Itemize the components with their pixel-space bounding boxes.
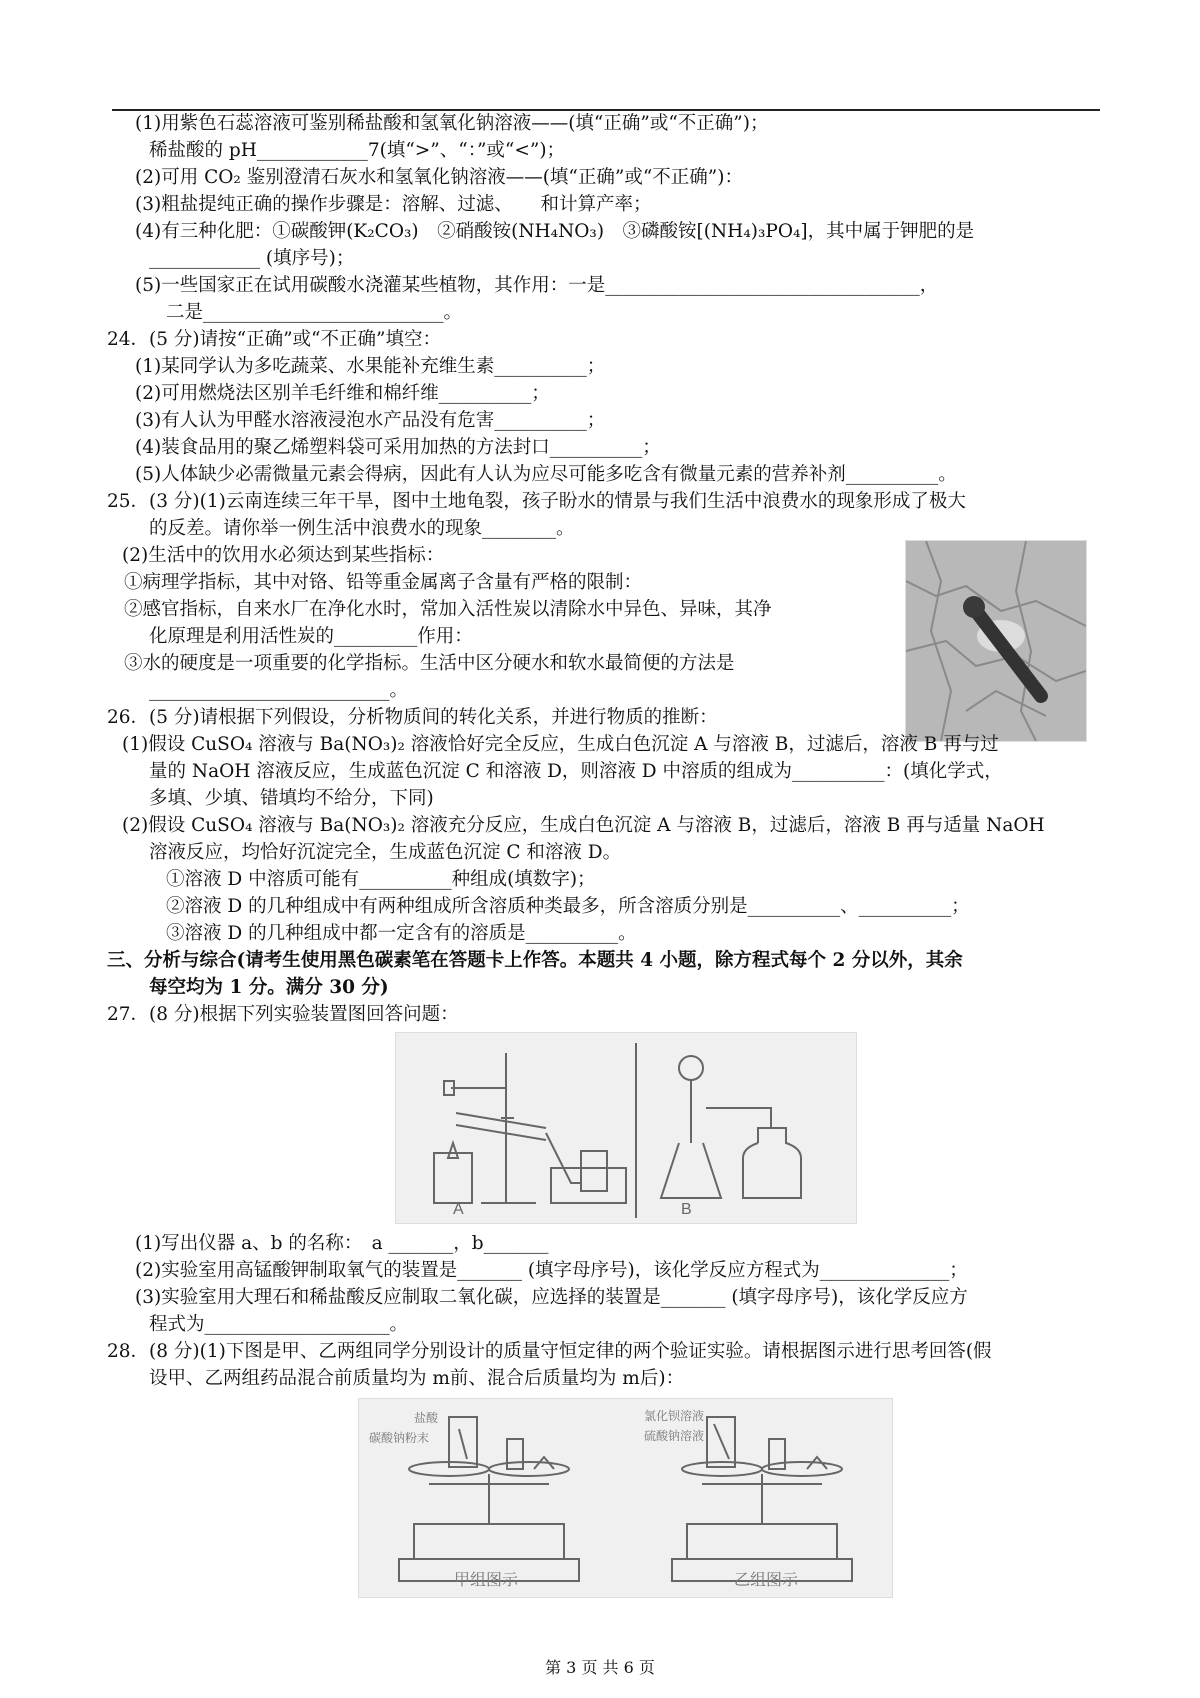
q25-line-6: 化原理是利用活性炭的_________作用：	[149, 626, 473, 647]
q27-item-1: (1)写出仪器 a、b 的名称： a _______，b_______	[135, 1233, 549, 1254]
label-bacl2: 氯化钡溶液	[644, 1409, 705, 1423]
balance-figure	[358, 1398, 893, 1598]
q26-line-4: (2)假设 CuSO₄ 溶液与 Ba(NO₃)₂ 溶液充分反应，生成白色沉淀 A 与溶液 B，过滤后，溶液 B 再与适量 NaOH	[122, 815, 1045, 836]
q28-title: 28．(8 分)(1)下图是甲、乙两组同学分别设计的质量守恒定律的两个验证实验。请根据图示进行思考回答(假	[107, 1341, 992, 1362]
q26-line-7: ②溶液 D 的几种组成中有两种组成所含溶质种类最多，所含溶质分别是__________、__________；	[166, 896, 970, 917]
q26-line-1: (1)假设 CuSO₄ 溶液与 Ba(NO₃)₂ 溶液恰好完全反应，生成白色沉淀 A 与溶液 B，过滤后，溶液 B 再与过	[122, 734, 999, 755]
q24-item-3: (3)有人认为甲醛水溶液浸泡水产品没有危害__________；	[135, 410, 606, 431]
label-na2so4: 硫酸钠溶液	[644, 1429, 705, 1443]
q26-line-6: ①溶液 D 中溶质可能有__________种组成(填数字)；	[166, 869, 596, 890]
q25-line-1: 25．(3 分)(1)云南连续三年干旱，图中土地龟裂，孩子盼水的情景与我们生活中浪费水的现象形成了极大	[107, 491, 966, 512]
q27-item-3: (3)实验室用大理石和稀盐酸反应制取二氧化碳，应选择的装置是_______ (填字母序号)，该化学反应方	[135, 1287, 968, 1308]
q27-item-2: (2)实验室用高锰酸钾制取氧气的装置是_______ (填字母序号)，该化学反应方程式为______________；	[135, 1260, 968, 1281]
q25-line-5: ②感官指标，自来水厂在净化水时，常加入活性炭以清除水中异色、异味，其净	[124, 599, 772, 620]
q25-line-7: ③水的硬度是一项重要的化学指标。生活中区分硬水和软水最简便的方法是	[124, 653, 735, 674]
q24-item-4: (4)装食品用的聚乙烯塑料袋可采用加热的方法封口__________；	[135, 437, 661, 458]
q25-line-8: __________________________。	[149, 680, 409, 701]
q27-title: 27．(8 分)根据下列实验装置图回答问题：	[107, 1004, 459, 1025]
page-footer: 第 3 页 共 6 页	[545, 1658, 655, 1677]
q23-line-8: 二是__________________________。	[166, 302, 463, 323]
q28-line-2: 设甲、乙两组药品混合前质量均为 m前、混合后质量均为 m后)：	[149, 1368, 685, 1389]
q25-line-3: (2)生活中的饮用水必须达到某些指标：	[122, 545, 445, 566]
q24-title: 24．(5 分)请按“正确”或“不正确”填空：	[107, 329, 441, 350]
q23-line-6: ____________ (填序号)；	[149, 248, 355, 269]
apparatus-label-b: B	[681, 1201, 692, 1218]
q26-line-8: ③溶液 D 的几种组成中都一定含有的溶质是__________。	[166, 923, 637, 944]
q23-line-7: (5)一些国家正在试用碳酸水浇灌某些植物，其作用：一是__________________________________，	[135, 275, 939, 296]
q26-line-3: 多填、少填、错填均不给分，下同)	[149, 788, 434, 809]
q26-title: 26．(5 分)请根据下列假设，分析物质间的转化关系，并进行物质的推断：	[107, 707, 718, 728]
section-3-heading: 三、分析与综合(请考生使用黑色碳素笔在答题卡上作答。本题共 4 小题，除方程式每个 2 分以外，其余	[107, 950, 963, 971]
section-3-heading-2: 每空均为 1 分。满分 30 分)	[149, 977, 389, 998]
q23-line-1: (1)用紫色石蕊溶液可鉴别稀盐酸和氢氧化钠溶液——(填“正确”或“不正确”)；	[135, 113, 769, 134]
drought-photo	[905, 540, 1087, 742]
apparatus-figure	[395, 1032, 857, 1224]
q26-line-5: 溶液反应，均恰好沉淀完全，生成蓝色沉淀 C 和溶液 D。	[149, 842, 622, 863]
q25-line-2: 的反差。请你举一例生活中浪费水的现象________。	[149, 518, 575, 539]
q23-line-5: (4)有三种化肥：①碳酸钾(K₂CO₃) ②硝酸铵(NH₄NO₃) ③磷酸铵[(NH₄)₃PO₄]，其中属于钾肥的是	[135, 221, 975, 242]
q26-line-2: 量的 NaOH 溶液反应，生成蓝色沉淀 C 和溶液 D，则溶液 D 中溶质的组成为__________：(填化学式，	[149, 761, 1003, 782]
q24-item-2: (2)可用燃烧法区别羊毛纤维和棉纤维__________；	[135, 383, 550, 404]
label-powder: 碳酸钠粉末	[369, 1431, 430, 1445]
q23-line-4: (3)粗盐提纯正确的操作步骤是：溶解、过滤、 和计算产率；	[135, 194, 652, 215]
q24-item-1: (1)某同学认为多吃蔬菜、水果能补充维生素__________；	[135, 356, 606, 377]
label-acid: 盐酸	[414, 1411, 439, 1425]
apparatus-label-a: A	[453, 1201, 464, 1218]
caption-left: 甲组图示	[454, 1570, 519, 1589]
q23-line-3: (2)可用 CO₂ 鉴别澄清石灰水和氢氧化钠溶液——(填“正确”或“不正确”)：	[135, 167, 743, 188]
q27-item-4: 程式为____________________。	[149, 1314, 409, 1335]
q23-line-2: 稀盐酸的 pH____________7(填“>”、“：”或“<”)；	[149, 140, 566, 161]
q25-line-4: ①病理学指标，其中对铬、铅等重金属离子含量有严格的限制：	[124, 572, 643, 593]
caption-right: 乙组图示	[734, 1570, 799, 1589]
q24-item-5: (5)人体缺少必需微量元素会得病，因此有人认为应尽可能多吃含有微量元素的营养补剂__________。	[135, 464, 957, 485]
